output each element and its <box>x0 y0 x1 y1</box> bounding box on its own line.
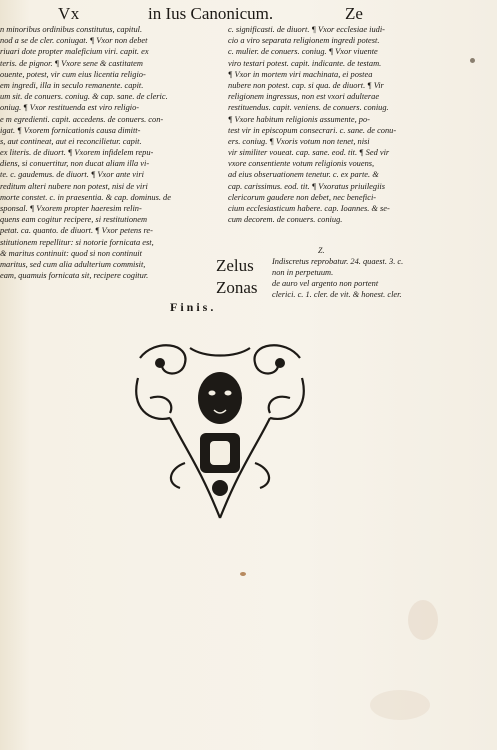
running-header <box>0 4 497 26</box>
text-line: quens eam cogitur recipere, si restitutionem <box>0 215 147 225</box>
text-line: viro testari potest. capit. indicante. de testam. <box>228 58 382 68</box>
stain-area <box>370 690 430 720</box>
text-line: diens, si conuertitur, non ducat aliam illa vi- <box>0 159 150 169</box>
entry-word: Zonas <box>216 278 258 297</box>
text-line: sponsal. ¶ Vxorem propter haeresim relin- <box>0 204 142 213</box>
entry-line: clerici. c. 1. cler. de vit. & honest. cler. <box>272 289 402 299</box>
text-line: morte constet. c. in praesentia. & cap. dominus. de <box>0 192 171 202</box>
text-line: um sit. de conuers. coniug. & cap. sane. de cleric. <box>0 92 168 102</box>
text-line: clericorum gaudere non debet, nec benefici- <box>228 192 377 202</box>
text-line: nod a se de cler. coniugat. ¶ Vxor non debet <box>0 36 148 46</box>
text-line: igat. ¶ Vxorem fornicationis causa dimitt- <box>0 125 141 135</box>
text-line: ¶ Vxor in mortem viri machinata, ei postea <box>228 69 373 79</box>
text-line: c. mulier. de conuers. coniug. ¶ Vxor viuente <box>228 47 378 57</box>
ink-spot <box>470 58 475 63</box>
text-line: cio a viro separata religionem ingredi potest. <box>228 36 380 46</box>
text-line: reditum alteri nubere non potest, nisi de viri <box>0 181 148 191</box>
text-line: cap. carissimus. eod. tit. ¶ Vxoratus priuilegiis <box>228 181 385 191</box>
decorative-ornament <box>130 338 310 523</box>
text-line: & maritus continuit: quod si non continuit <box>0 248 142 258</box>
section-letter: Z. <box>318 246 325 255</box>
text-line: ad eius obseruationem tenetur. c. ex parte. & <box>228 170 379 180</box>
text-line: riuari dote propter maleficium viri. capit. ex <box>0 47 149 57</box>
header-title: in Ius Canonicum. <box>148 4 274 23</box>
finis-label: Finis. <box>170 300 217 314</box>
text-line: petat. ca. quanto. de diuort. ¶ Vxor petens re- <box>0 226 153 236</box>
entry-line: non in perpetuum. <box>272 267 334 277</box>
text-line: ¶ Vxore habitum religionis assumente, po- <box>228 114 370 124</box>
text-line: ouente, potest, vir cum eius licentia religio- <box>0 69 146 79</box>
entry-line: de auro vel argento non portent <box>272 279 379 288</box>
text-line: cium ecclesiasticum habere. cap. Ioannes. & se- <box>228 204 390 213</box>
text-line: e m egredienti. capit. accedens. de conuers. con- <box>0 114 164 124</box>
text-line: ers. coniug. ¶ Vxoris votum non tenet, nisi <box>228 136 370 146</box>
text-line: restituendus. capit. veniens. de conuers. coniug. <box>228 103 389 113</box>
text-line: c. significasti. de diuort. ¶ Vxor ecclesiae iudi- <box>228 25 385 34</box>
text-line: test vir in episcopum consecrari. c. sane. de conu- <box>228 125 397 135</box>
left-text-column <box>0 24 212 281</box>
text-line: teris. de pignor. ¶ Vxore sene & castitatem <box>0 58 143 68</box>
entry-word: Zelus <box>216 256 254 275</box>
entry-text <box>272 279 442 300</box>
stain-spot <box>240 572 246 576</box>
header-left-word: Vx <box>58 4 80 23</box>
text-line: eam, quamuis fornicata sit, recipere cogitur. <box>0 271 149 281</box>
text-line: n minoribus ordinibus constitutus, capitul. <box>0 25 143 34</box>
entry-line: Indiscretus reprobatur. 24. quaest. 3. c. <box>272 257 404 266</box>
text-line: em ingredi, illa in seculo remanente. capit. <box>0 80 144 90</box>
text-line: vir similiter voueat. cap. sane. eod. tit. ¶ Sed vir <box>228 148 390 158</box>
text-line: s, aut contineat, aut ei reconcilietur. capit. <box>0 136 142 146</box>
text-line: religionem ingressus, non est vxori adulterae <box>228 92 380 102</box>
entry-text <box>272 257 442 278</box>
text-line: maritus, sed cum alia adulterium commisit, <box>0 259 146 269</box>
text-line: stitutionem repellitur: si notorie fornicata est, <box>0 237 154 247</box>
text-line: te. c. gaudemus. de diuort. ¶ Vxor ante viri <box>0 170 144 180</box>
text-line: vxore consentiente votum religionis vouens, <box>228 159 375 169</box>
stain-area <box>408 600 438 640</box>
header-right-word: Ze <box>345 4 363 23</box>
text-line: ex literis. de diuort. ¶ Vxorem infidelem repu- <box>0 148 154 158</box>
right-text-column <box>228 24 436 225</box>
text-line: nubere non potest. cap. si qua. de diuort. ¶ Vir <box>228 80 384 90</box>
text-line: cum decorem. de conuers. coniug. <box>228 215 343 225</box>
text-line: oniug. ¶ Vxor restituenda est viro religio- <box>0 103 140 113</box>
